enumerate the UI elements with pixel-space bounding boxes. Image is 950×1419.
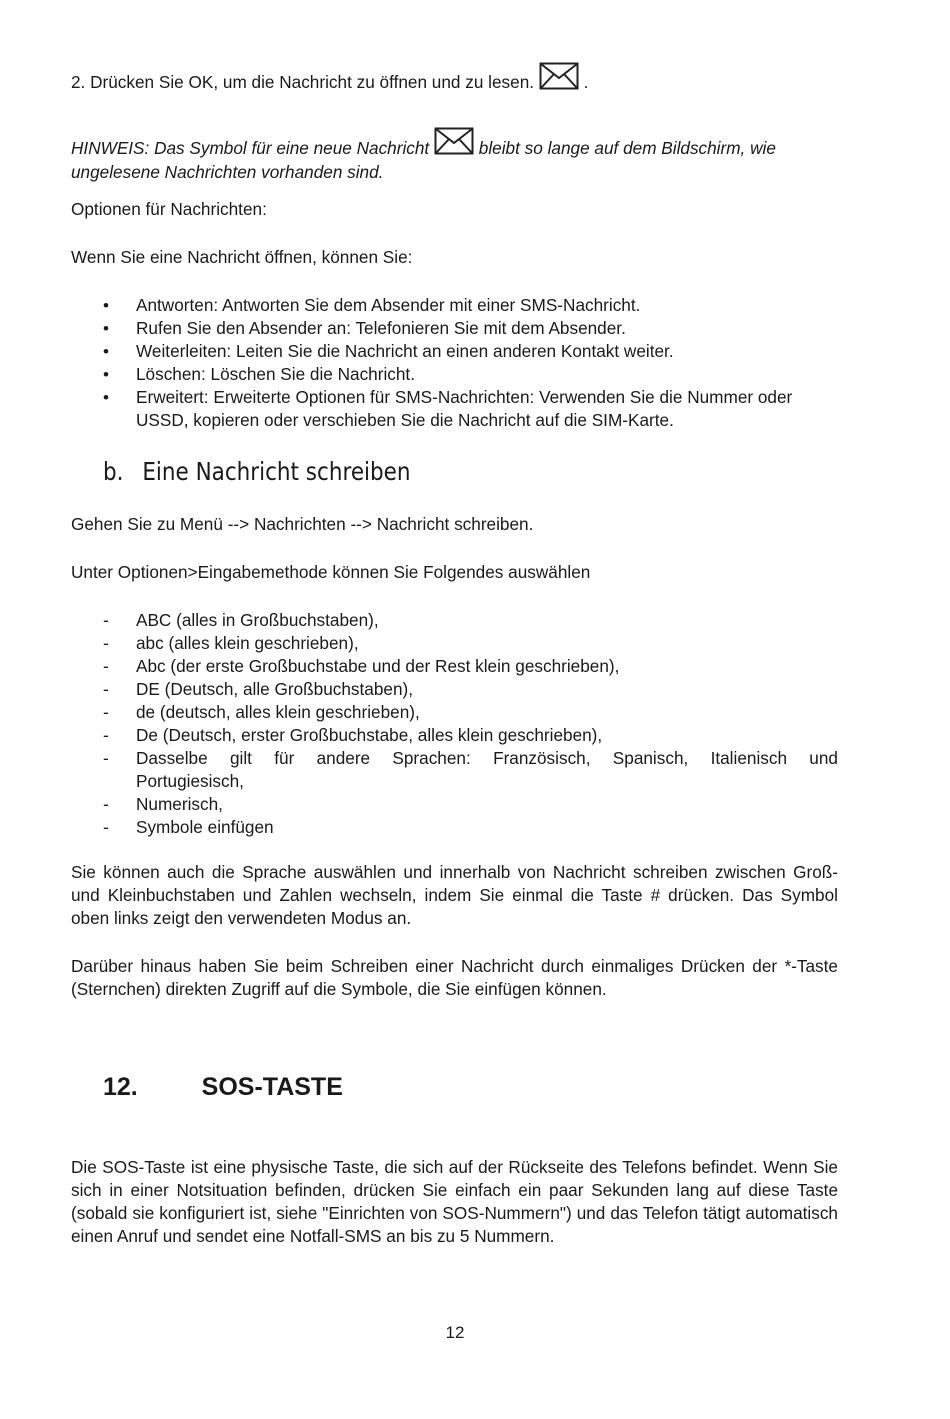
list-item: • Weiterleiten: Leiten Sie die Nachricht an einen anderen Kontakt weiter.: [71, 340, 838, 363]
bullet-icon: [103, 386, 109, 409]
page-number: 12: [445, 1323, 465, 1342]
list-item: • Antworten: Antworten Sie dem Absender mit einer SMS-Nachricht.: [71, 294, 838, 317]
note-text-before: HINWEIS: Das Symbol für eine neue Nachricht: [71, 138, 430, 158]
envelope-icon: [539, 62, 579, 96]
paragraph-star-key: Darüber hinaus haben Sie beim Schreiben einer Nachricht durch einmaliges Drücken der *-Taste (Sternchen) direkten Zugriff auf die Symbole, die Sie einfügen können.: [71, 956, 838, 999]
list-item: • Erweitert: Erweiterte Optionen für SMS-Nachrichten: Verwenden Sie die Nummer oder USSD, kopieren oder verschieben Sie die Nachricht auf die SIM-Karte.: [71, 386, 838, 432]
list-item: - ABC (alles in Großbuchstaben),: [103, 610, 379, 630]
step-2-end: .: [583, 72, 589, 92]
list-item: • Rufen Sie den Absender an: Telefonieren Sie mit dem Absender.: [71, 317, 838, 340]
section-12-title: SOS-TASTE: [201, 1073, 343, 1101]
section-b-heading: [103, 457, 411, 487]
dash-marker: -: [103, 702, 109, 722]
input-intro: Unter Optionen>Eingabemethode können Sie Folgendes auswählen: [71, 562, 591, 582]
note-text-line2: ungelesene Nachrichten vorhanden sind.: [71, 162, 384, 182]
list-item: - Dasselbe gilt für andere Sprachen: Französisch, Spanisch, Italienisch und Portugiesisch,: [103, 748, 838, 791]
list-item: - De (Deutsch, erster Großbuchstabe, alles klein geschrieben),: [103, 725, 603, 745]
list-item: - abc (alles klein geschrieben),: [103, 633, 359, 653]
list-item: - DE (Deutsch, alle Großbuchstaben),: [103, 679, 414, 699]
section-12-heading: [103, 1072, 343, 1102]
paragraph-sos: Die SOS-Taste ist eine physische Taste, die sich auf der Rückseite des Telefons befindet. Wenn Sie sich in einer Notsituation befinden, drücken Sie einfach ein paar Sekunden lang auf diese Taste (sobald sie konfiguriert ist, siehe "Einrichten von SOS-Nummern") und das Telefon tätigt automatisch einen Anruf und sendet eine Notfall-SMS an bis zu 5 Nummern.: [71, 1157, 838, 1246]
options-intro: Wenn Sie eine Nachricht öffnen, können Sie:: [71, 247, 413, 267]
bullet-icon: [103, 317, 109, 340]
section-b-title: Eine Nachricht schreiben: [142, 457, 411, 486]
options-title: Optionen für Nachrichten:: [71, 199, 267, 219]
bullet-icon: [103, 363, 109, 386]
dash-marker: -: [103, 725, 109, 745]
dash-marker: -: [103, 794, 109, 814]
section-12-number: 12.: [103, 1073, 138, 1101]
envelope-icon: [434, 127, 474, 161]
dash-marker: -: [103, 748, 109, 768]
bullet-icon: [103, 294, 109, 317]
dash-marker: -: [103, 610, 109, 630]
paragraph-language: Sie können auch die Sprache auswählen und innerhalb von Nachricht schreiben zwischen Groß- und Kleinbuchstaben und Zahlen wechseln, indem Sie einmal die Taste # drücken. Das Symbol oben links zeigt den verwendeten Modus an.: [71, 862, 838, 928]
step-2-text: 2. Drücken Sie OK, um die Nachricht zu öffnen und zu lesen.: [71, 72, 535, 92]
note-text-after: bleibt so lange auf dem Bildschirm, wie: [478, 138, 776, 158]
dash-marker: -: [103, 817, 109, 837]
dash-marker: -: [103, 679, 109, 699]
dash-marker: -: [103, 656, 109, 676]
note-paragraph: [71, 127, 838, 184]
bullet-icon: [103, 340, 109, 363]
list-item: • Löschen: Löschen Sie die Nachricht.: [71, 363, 838, 386]
input-method-list: [71, 609, 838, 839]
options-list: [71, 294, 838, 432]
step-2-line: [71, 62, 838, 96]
dash-marker: -: [103, 633, 109, 653]
write-path: Gehen Sie zu Menü --> Nachrichten --> Nachricht schreiben.: [71, 514, 534, 534]
list-item: - Symbole einfügen: [103, 817, 274, 837]
list-item: - Numerisch,: [103, 794, 223, 814]
section-b-number: b.: [103, 457, 124, 486]
list-item: - Abc (der erste Großbuchstabe und der Rest klein geschrieben),: [103, 656, 620, 676]
list-item: - de (deutsch, alles klein geschrieben),: [103, 702, 420, 722]
